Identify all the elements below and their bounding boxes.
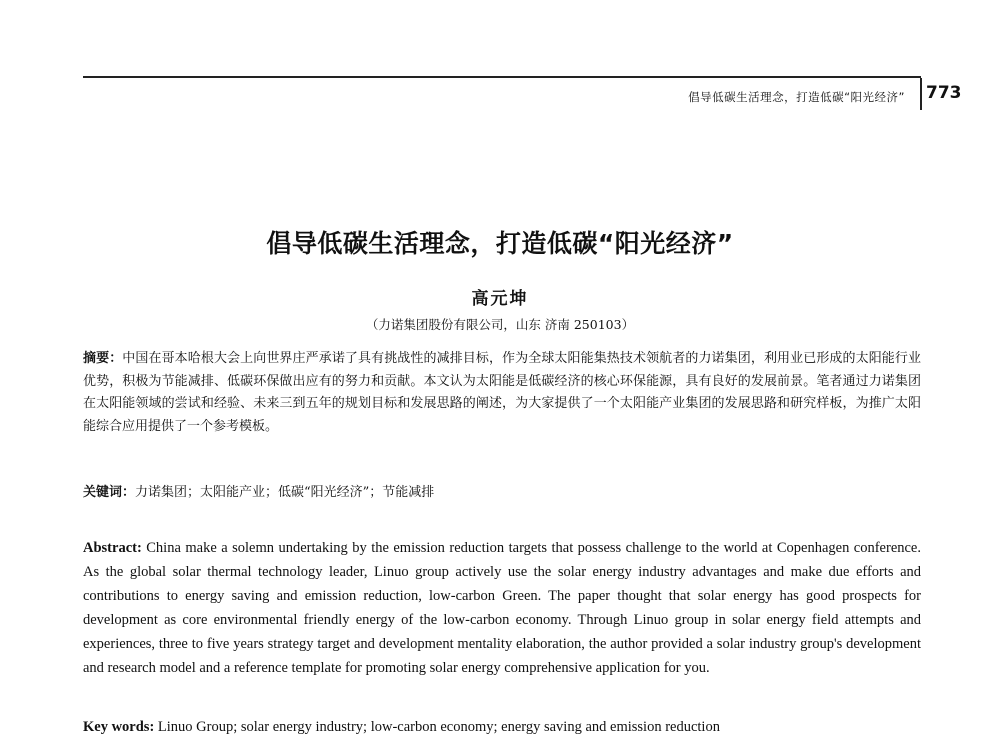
keywords-chinese-text: 力诺集团；太阳能产业；低碳“阳光经济”；节能减排 [135, 485, 435, 500]
keywords-chinese [83, 482, 921, 504]
keywords-chinese-label: 关键词： [83, 485, 136, 500]
article-title: 倡导低碳生活理念，打造低碳“阳光经济” [266, 229, 734, 258]
abstract-english-label: Abstract: [83, 540, 142, 556]
abstract-chinese-text: 中国在哥本哈根大会上向世界庄严承诺了具有挑战性的减排目标，作为全球太阳能集热技术领航者的力诺集团，利用业已形成的太阳能行业优势，积极为节能减排、低碳环保做出应有的努力和贡献。本文认为太阳能是低碳经济的核心环保能源，具有良好的发展前景。笔者通过力诺集团在太阳能领域的尝试和经验、未来三到五年的规划目标和发展思路的阐述，为大家提供了一个太阳能产业集团的发展思路和研究样板，为推广太阳能综合应用提供了一个参考模板。 [83, 351, 921, 434]
abstract-english [83, 536, 921, 680]
author-name: 高元坤 [471, 289, 529, 309]
running-head: 倡导低碳生活理念，打造低碳“阳光经济” [688, 90, 905, 104]
keywords-english-label: Key words: [83, 719, 155, 735]
header-rule [83, 76, 921, 78]
keywords-english-text: Linuo Group; solar energy industry; low-carbon economy; energy saving and emission reduction [157, 719, 720, 735]
keywords-english [83, 715, 921, 739]
abstract-chinese [83, 348, 921, 438]
abstract-english-text: China make a solemn undertaking by the emission reduction targets that possess challenge to the world at Copenhagen conference. As the global solar thermal technology leader, Linuo group actively use the solar energy industry advantages and make due efforts and contributions to energy saving and emission reduction, low-carbon Green. The paper thought that solar energy has good prospects for development as core environmental friendly energy of the low-carbon economy. Through Linuo group in solar energy field attempts and experiences, three to five years strategy target and development mentality elaboration, the author provided a solar industry group's development and research model and a reference template for promoting solar energy comprehensive application for you. [83, 540, 921, 676]
page-number: 773 [926, 83, 962, 103]
page-number-separator [920, 78, 922, 110]
abstract-chinese-label: 摘要： [83, 351, 123, 366]
author-affiliation: （力诺集团股份有限公司，山东 济南 250103） [365, 317, 635, 332]
